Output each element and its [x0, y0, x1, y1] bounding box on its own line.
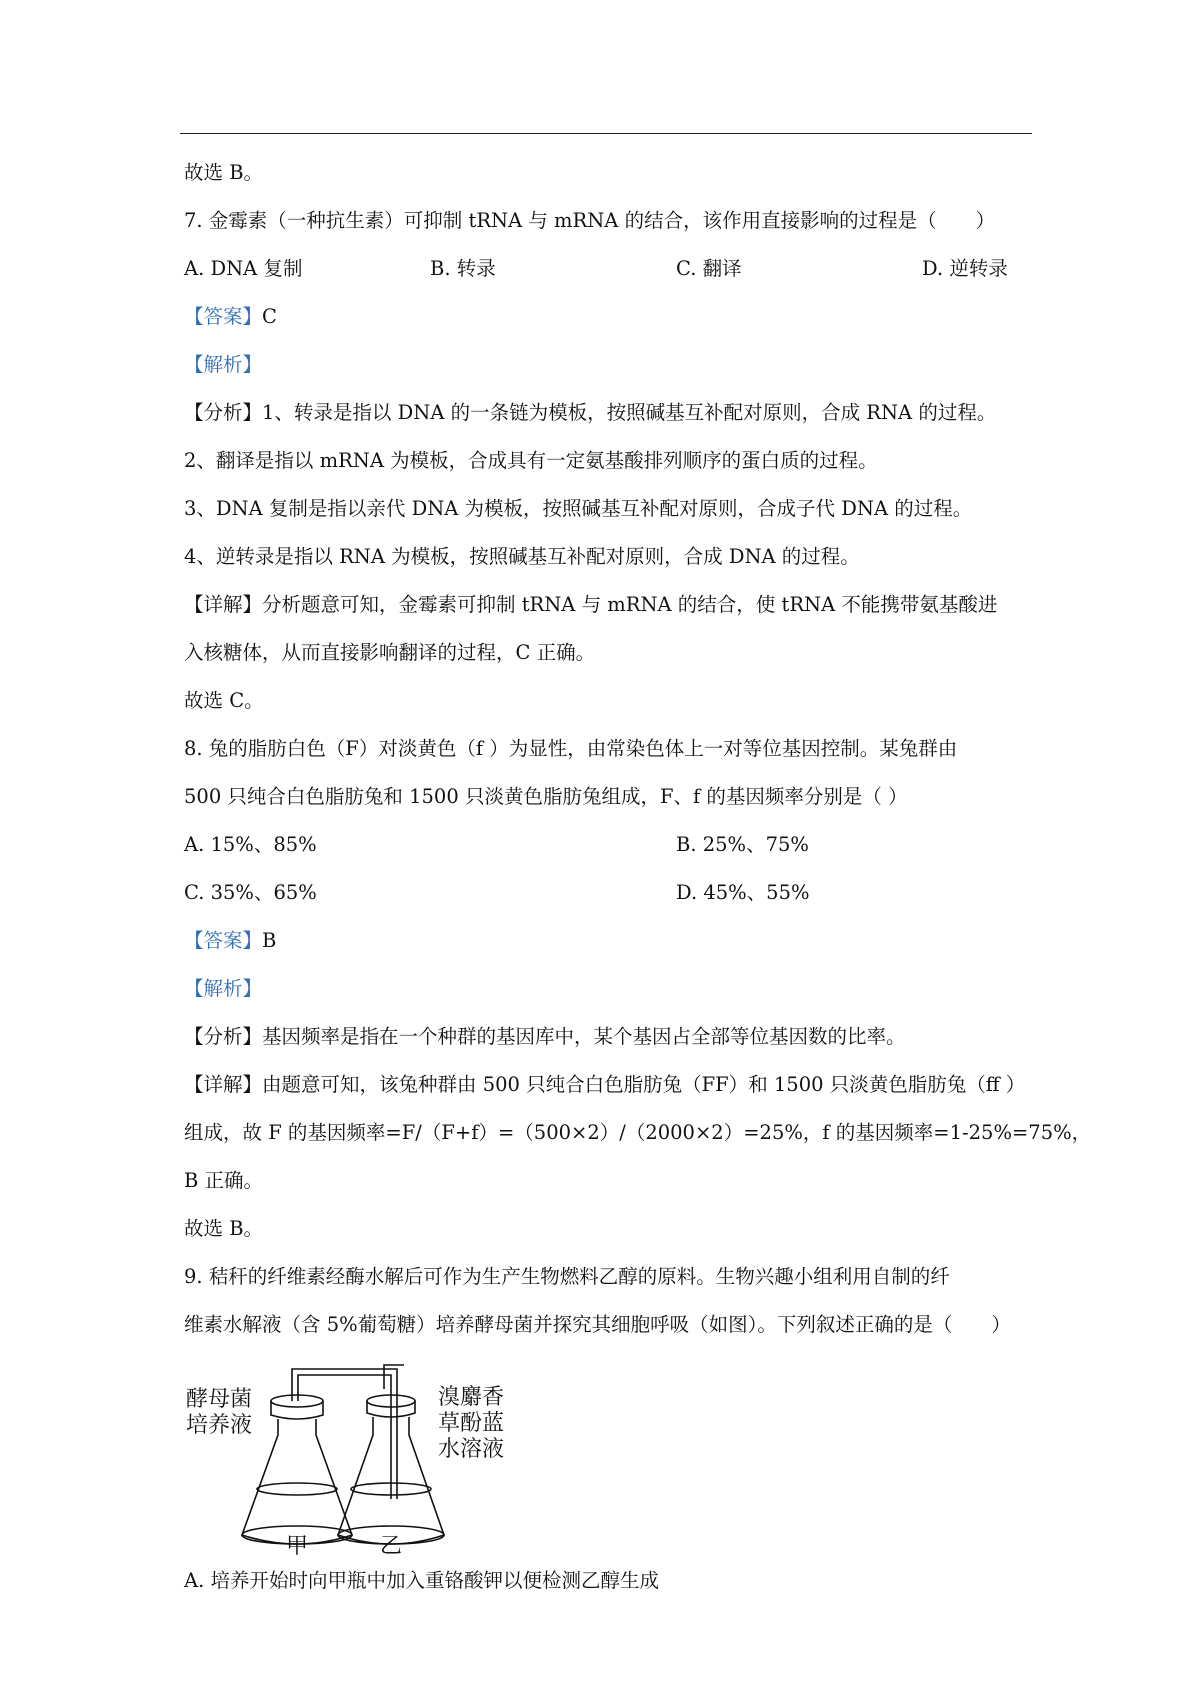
- option-a: A. DNA 复制: [184, 257, 303, 280]
- text-span: 基因频率是指在一个种群的基因库中，某个基因占全部等位基因数的比率。: [262, 1025, 906, 1048]
- question-7: 7. 金霉素（一种抗生素）可抑制 tRNA 与 mRNA 的结合，该作用直接影响的过程是（ ）: [184, 209, 996, 232]
- option-d: D. 逆转录: [922, 257, 1008, 280]
- section-tag: 【分析】: [184, 401, 263, 424]
- flask-jia-liquid-level: [257, 1483, 337, 1495]
- text-line: 2、翻译是指以 mRNA 为模板，合成具有一定氨基酸排列顺序的蛋白质的过程。: [184, 449, 878, 472]
- text-line: 故选 B。: [184, 161, 264, 184]
- flask-label-jia: 甲: [286, 1534, 309, 1559]
- answer-value: B: [262, 929, 277, 952]
- text-line: 维素水解液（含 5%葡萄糖）培养酵母菌并探究其细胞呼吸（如图）。下列叙述正确的是（ ）: [184, 1313, 1011, 1336]
- label-line: 酵母菌: [186, 1387, 253, 1412]
- text-line: B 正确。: [184, 1169, 264, 1192]
- connecting-tube-inner: [298, 1375, 391, 1409]
- option-b: B. 25%、75%: [676, 833, 809, 856]
- text-line: 500 只纯合白色脂肪兔和 1500 只淡黄色脂肪兔组成，F、f 的基因频率分别是（ ）: [184, 785, 908, 808]
- text-span: 分析题意可知，金霉素可抑制 tRNA 与 mRNA 的结合，使 tRNA 不能携带氨基酸进: [262, 593, 998, 616]
- text-line: 入核糖体，从而直接影响翻译的过程，C 正确。: [184, 641, 596, 664]
- section-tag: 【详解】: [184, 1073, 263, 1096]
- flask-label-yi: 乙: [380, 1534, 403, 1559]
- question-8-options-row2: [184, 869, 1032, 917]
- question-8-options-row1: [184, 821, 1032, 869]
- answer-tag: 【答案】: [184, 929, 263, 952]
- document-body: [184, 149, 1092, 1605]
- label-line: 培养液: [186, 1413, 253, 1438]
- text-span: 1、转录是指以 DNA 的一条链为模板，按照碱基互补配对原则，合成 RNA 的过程。: [262, 401, 997, 424]
- header-rule: [180, 133, 1032, 134]
- label-line: 草酚蓝: [438, 1411, 505, 1436]
- flask-figure: [184, 1349, 1032, 1557]
- text-line: [184, 1061, 1032, 1109]
- option-d: D. 45%、55%: [676, 881, 810, 904]
- answer-line: [184, 917, 1032, 965]
- answer-tag: 【答案】: [184, 305, 263, 328]
- text-line: 3、DNA 复制是指以亲代 DNA 为模板，按照碱基互补配对原则，合成子代 DNA 的过程。: [184, 497, 973, 520]
- label-line: 水溶液: [438, 1437, 505, 1462]
- option-a: A. 15%、85%: [184, 833, 317, 856]
- flask-jia-stopper: [271, 1401, 323, 1419]
- question-9: 9. 秸秆的纤维素经酶水解后可作为生产生物燃料乙醇的原料。生物兴趣小组利用自制的纤: [184, 1265, 950, 1288]
- text-span: 由题意可知，该兔种群由 500 只纯合白色脂肪兔（FF）和 1500 只淡黄色脂肪兔（ff ）: [262, 1073, 1026, 1096]
- text-line: 故选 B。: [184, 1217, 264, 1240]
- option-a: A. 培养开始时向甲瓶中加入重铬酸钾以便检测乙醇生成: [184, 1569, 659, 1592]
- label-line: 溴麝香: [438, 1385, 505, 1410]
- answer-line: [184, 293, 1032, 341]
- option-b: B. 转录: [430, 257, 496, 280]
- text-line: 故选 C。: [184, 689, 264, 712]
- text-line: [184, 1013, 1032, 1061]
- label-bromothymol-blue: [438, 1385, 504, 1463]
- text-line: 4、逆转录是指以 RNA 为模板，按照碱基互补配对原则，合成 DNA 的过程。: [184, 545, 860, 568]
- label-yeast-culture: [186, 1387, 252, 1439]
- section-tag: 【详解】: [184, 593, 263, 616]
- question-8: 8. 兔的脂肪白色（F）对淡黄色（f ）为显性，由常染色体上一对等位基因控制。某兔群由: [184, 737, 958, 760]
- flask-jia-stopper-top: [271, 1395, 323, 1407]
- option-c: C. 翻译: [676, 257, 742, 280]
- option-c: C. 35%、65%: [184, 881, 317, 904]
- question-7-options: [184, 245, 1032, 293]
- text-line: [184, 581, 1032, 629]
- analysis-tag: 【解析】: [184, 353, 263, 376]
- answer-value: C: [262, 305, 277, 328]
- text-line: [184, 389, 1032, 437]
- text-line: 组成，故 F 的基因频率=F/（F+f）=（500×2）/（2000×2）=25%，f 的基因频率=1-25%=75%，: [184, 1121, 1092, 1144]
- section-tag: 【分析】: [184, 1025, 263, 1048]
- analysis-tag: 【解析】: [184, 977, 263, 1000]
